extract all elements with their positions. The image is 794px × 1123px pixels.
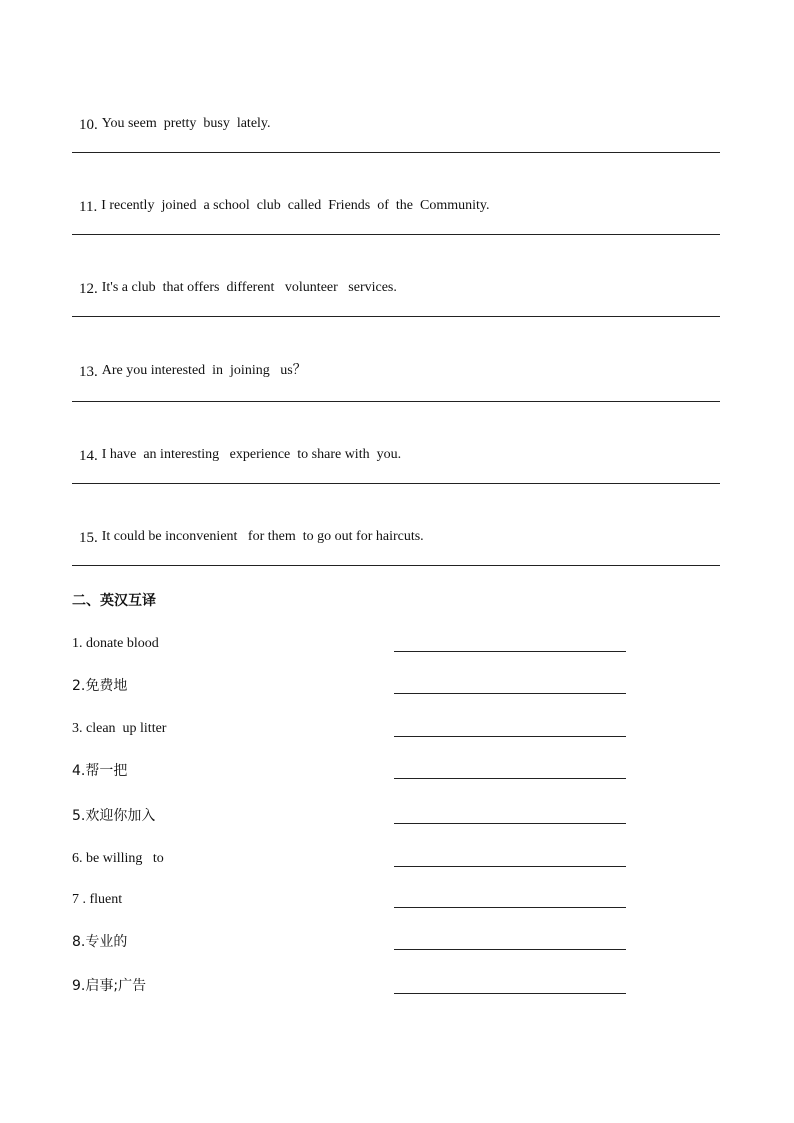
vocab-item-6: 6. be willing to [72, 851, 164, 866]
question-text: I have an interesting experience to share with you. [101, 447, 402, 462]
vocab-item-9: 9.启事;广告 [72, 978, 147, 994]
vocab-item-7: 7 . fluent [72, 892, 123, 907]
answer-line-10[interactable] [72, 152, 720, 153]
question-10 [72, 96, 271, 133]
answer-line-11[interactable] [72, 234, 720, 235]
answer-line-14[interactable] [72, 483, 720, 484]
question-text: It's a club that offers different volunteer services. [101, 280, 397, 295]
answer-line-13[interactable] [72, 401, 720, 402]
vocab-blank-4[interactable] [394, 778, 626, 779]
vocab-item-3: 3. clean up litter [72, 721, 167, 736]
question-11 [72, 178, 489, 215]
vocab-item-2: 2.免费地 [72, 678, 128, 694]
question-12 [72, 260, 397, 297]
vocab-blank-7[interactable] [394, 907, 626, 908]
vocab-item-1: 1. donate blood [72, 636, 159, 651]
answer-line-15[interactable] [72, 565, 720, 566]
question-text: It could be inconvenient for them to go out for haircuts. [101, 529, 424, 544]
question-15 [72, 509, 424, 546]
vocab-blank-3[interactable] [394, 736, 626, 737]
vocab-blank-6[interactable] [394, 866, 626, 867]
vocab-blank-1[interactable] [394, 651, 626, 652]
question-text: I recently joined a school club called Friends of the Community. [101, 198, 490, 213]
question-13 [72, 343, 307, 380]
question-number: 12. [79, 281, 98, 297]
question-text: Are you interested in joining us？ [101, 363, 307, 378]
section-title: 二、英汉互译 [72, 593, 156, 609]
vocab-item-4: 4.帮一把 [72, 763, 128, 779]
question-number: 13. [79, 364, 98, 380]
question-number: 11. [79, 199, 98, 215]
vocab-item-5: 5.欢迎你加入 [72, 808, 156, 824]
vocab-blank-8[interactable] [394, 949, 626, 950]
vocab-item-8: 8.专业的 [72, 934, 128, 950]
question-text: You seem pretty busy lately. [101, 116, 271, 131]
answer-line-12[interactable] [72, 316, 720, 317]
vocab-blank-2[interactable] [394, 693, 626, 694]
vocab-blank-5[interactable] [394, 823, 626, 824]
question-number: 14. [79, 448, 98, 464]
question-number: 10. [79, 117, 98, 133]
question-14 [72, 427, 401, 464]
question-number: 15. [79, 530, 98, 546]
vocab-blank-9[interactable] [394, 993, 626, 994]
